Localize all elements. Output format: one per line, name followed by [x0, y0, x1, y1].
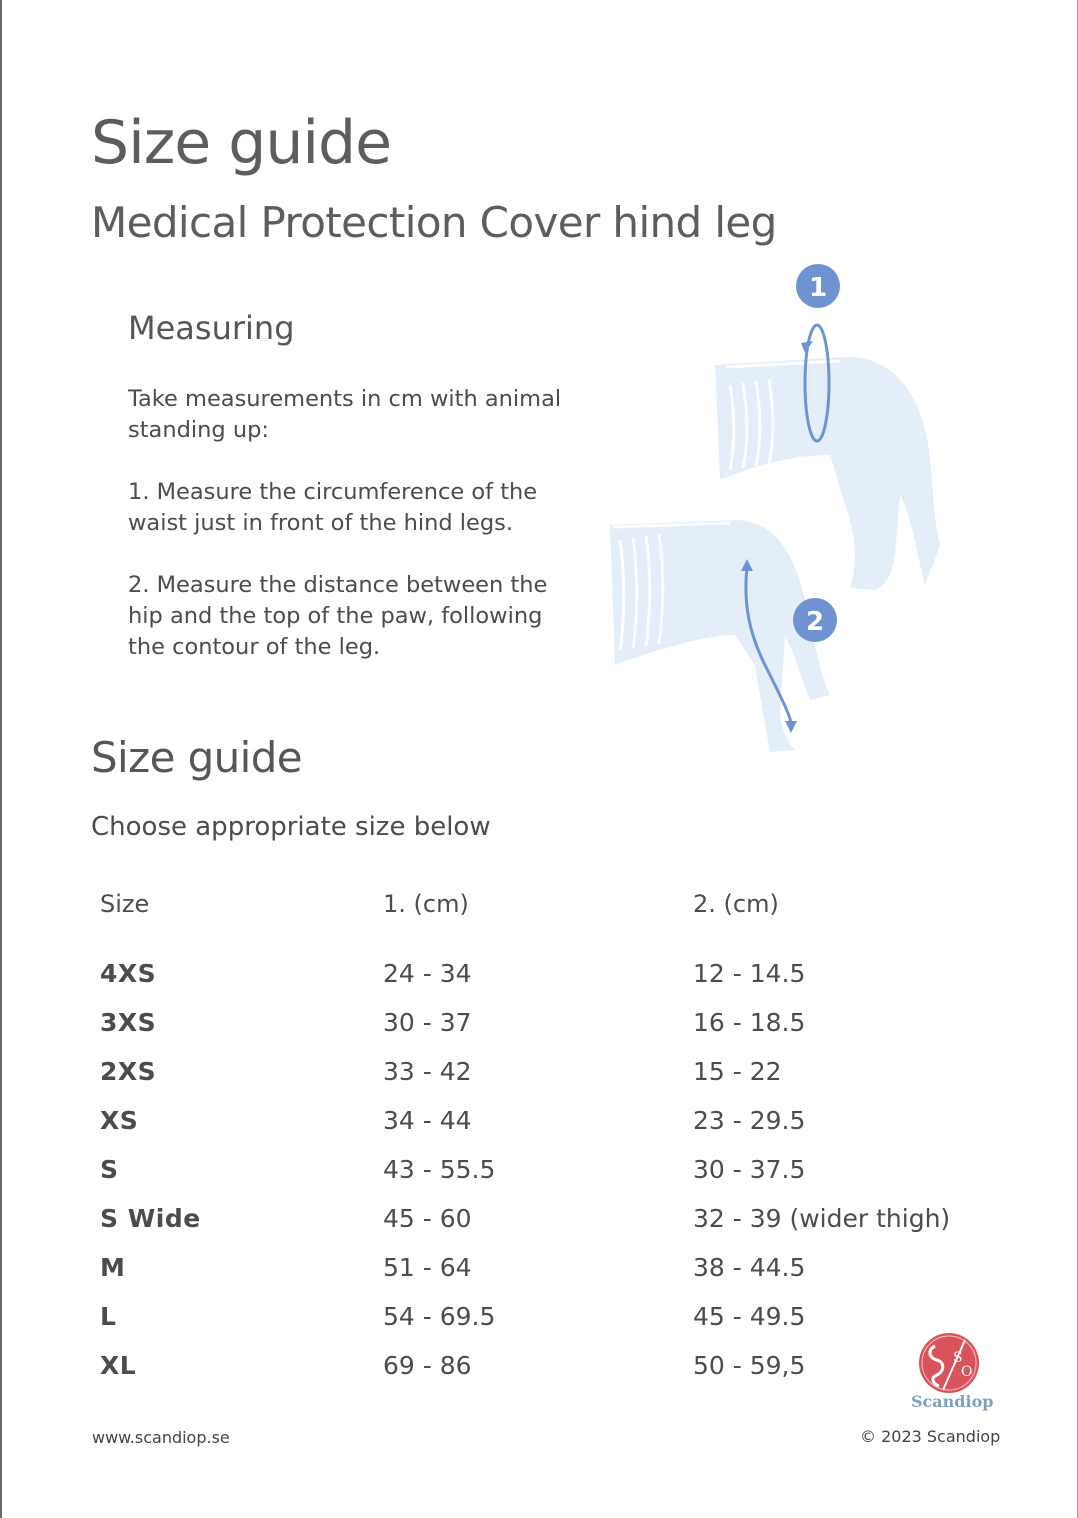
- table-row: [100, 1302, 1000, 1351]
- measure-2-cell: 50 - 59,5: [693, 1351, 806, 1380]
- size-table: [100, 890, 1000, 1400]
- table-row: [100, 1106, 1000, 1155]
- measure-1-cell: 51 - 64: [383, 1253, 472, 1282]
- text-line: the contour of the leg.: [128, 634, 381, 660]
- size-cell: XS: [100, 1106, 139, 1135]
- table-row: [100, 1008, 1000, 1057]
- measure-2-cell: 16 - 18.5: [693, 1008, 806, 1037]
- size-cell: 2XS: [100, 1057, 157, 1086]
- size-guide-heading: Size guide: [91, 733, 303, 782]
- table-row: [100, 1204, 1000, 1253]
- svg-text:1: 1: [808, 273, 828, 303]
- table-row: [100, 1253, 1000, 1302]
- size-guide-instruction: Choose appropriate size below: [91, 812, 491, 842]
- measure-1-cell: 45 - 60: [383, 1204, 472, 1233]
- measure-2-cell: 12 - 14.5: [693, 959, 806, 988]
- measure-1-cell: 30 - 37: [383, 1008, 472, 1037]
- page-edge: [0, 0, 2, 1518]
- measure-1-cell: 34 - 44: [383, 1106, 472, 1135]
- measure-2-cell: 38 - 44.5: [693, 1253, 806, 1282]
- size-cell: M: [100, 1253, 126, 1282]
- svg-text:S: S: [953, 1350, 963, 1366]
- text-line: waist just in front of the hind legs.: [128, 510, 514, 536]
- measuring-step-2: [128, 570, 588, 663]
- svg-text:O: O: [961, 1364, 973, 1380]
- size-cell: L: [100, 1302, 117, 1331]
- copyright-text: © 2023 Scandiop: [860, 1427, 1001, 1446]
- table-row: [100, 959, 1000, 1008]
- measure-1-cell: 24 - 34: [383, 959, 472, 988]
- measure-1-cell: 33 - 42: [383, 1057, 472, 1086]
- measure-2-cell: 32 - 39 (wider thigh): [693, 1204, 951, 1233]
- size-cell: XL: [100, 1351, 137, 1380]
- measure-1-cell: 43 - 55.5: [383, 1155, 496, 1184]
- product-subtitle: Medical Protection Cover hind leg: [91, 198, 777, 247]
- measuring-heading: Measuring: [128, 309, 295, 347]
- step-2-badge: [793, 598, 837, 642]
- measure-2-cell: 23 - 29.5: [693, 1106, 806, 1135]
- measure-1-cell: 54 - 69.5: [383, 1302, 496, 1331]
- page-title: Size guide: [91, 108, 392, 178]
- size-cell: S: [100, 1155, 119, 1184]
- table-row: [100, 1155, 1000, 1204]
- size-cell: 4XS: [100, 959, 157, 988]
- text-line: 1. Measure the circumference of the: [128, 479, 538, 505]
- text-line: standing up:: [128, 417, 269, 443]
- measure-2-cell: 30 - 37.5: [693, 1155, 806, 1184]
- svg-text:2: 2: [805, 607, 825, 637]
- column-header-measure-2: 2. (cm): [693, 890, 779, 918]
- measuring-intro: [128, 384, 588, 446]
- table-row: [100, 1057, 1000, 1106]
- table-row: [100, 1351, 1000, 1400]
- measure-2-cell: 45 - 49.5: [693, 1302, 806, 1331]
- text-line: hip and the top of the paw, following: [128, 603, 543, 629]
- dog-measurement-illustration: [595, 255, 975, 765]
- text-line: 2. Measure the distance between the: [128, 572, 548, 598]
- size-cell: 3XS: [100, 1008, 157, 1037]
- size-cell: S Wide: [100, 1204, 201, 1233]
- measure-1-cell: 69 - 86: [383, 1351, 472, 1380]
- column-header-size: Size: [100, 890, 150, 918]
- logo-wordmark: Scandiop: [911, 1392, 994, 1411]
- table-header: [100, 890, 1000, 959]
- text-line: Take measurements in cm with animal: [128, 386, 562, 412]
- step-1-badge: [796, 264, 840, 308]
- dog-silhouette-lower: [610, 520, 830, 752]
- measure-2-cell: 15 - 22: [693, 1057, 782, 1086]
- website-link[interactable]: www.scandiop.se: [92, 1428, 230, 1447]
- column-header-measure-1: 1. (cm): [383, 890, 469, 918]
- measuring-step-1: [128, 477, 588, 539]
